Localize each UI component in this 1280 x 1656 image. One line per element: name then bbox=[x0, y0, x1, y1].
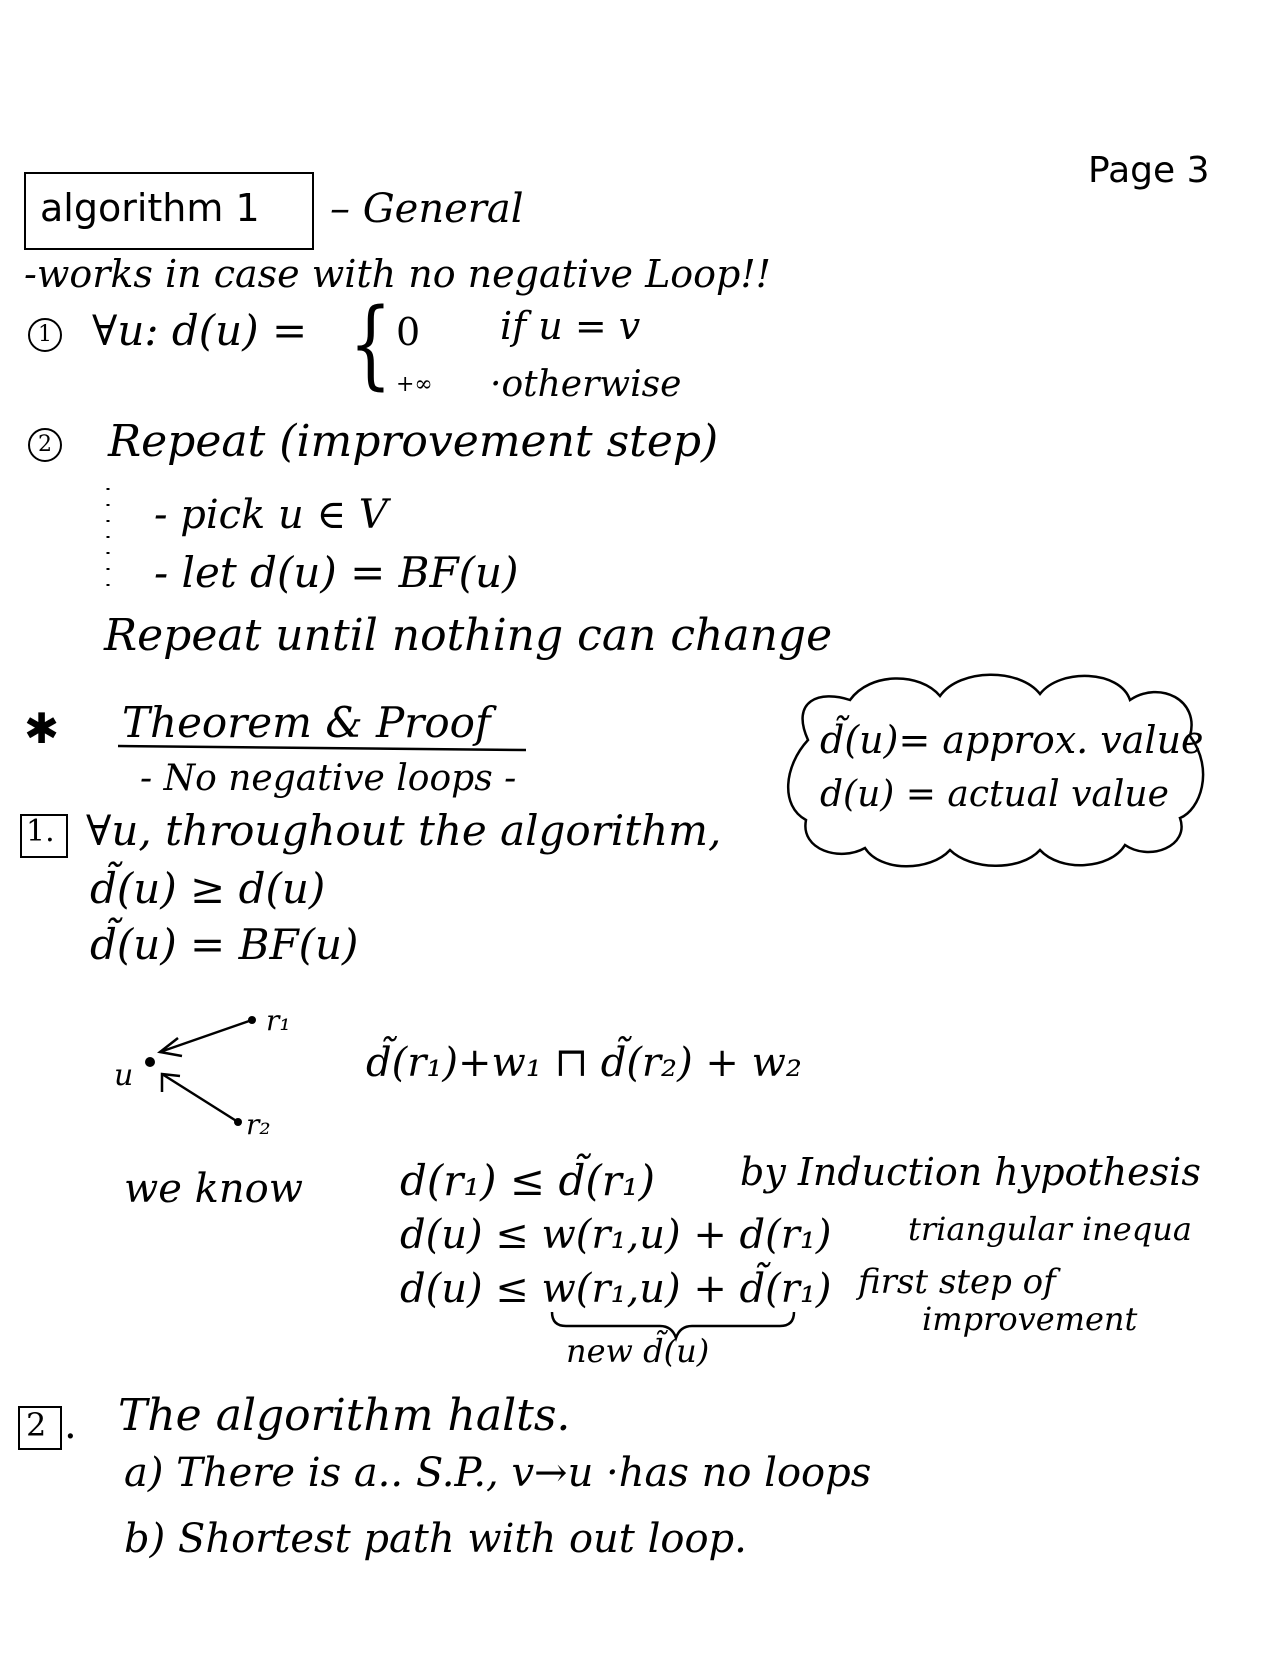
claim2-dot: . bbox=[64, 1402, 77, 1448]
step2-number: 2 bbox=[28, 428, 62, 462]
step2-pick: - pick u ∈ V bbox=[154, 492, 388, 538]
theorem-underline bbox=[118, 746, 526, 750]
step1-lhs: ∀u: d(u) = bbox=[92, 306, 308, 355]
claim2-number: 2 bbox=[26, 1406, 47, 1444]
page-number: Page 3 bbox=[1088, 150, 1210, 191]
case-otherwise-condition: ·otherwise bbox=[490, 364, 682, 405]
node-r1-label: r₁ bbox=[266, 1004, 291, 1037]
proof-line3: d(u) ≤ w(r₁,u) + d̃(r₁) bbox=[400, 1266, 832, 1312]
case-zero-value: 0 bbox=[396, 310, 421, 354]
claim1-number: 1. bbox=[26, 814, 55, 849]
proof-we-know: we know bbox=[124, 1166, 303, 1212]
proof-line2-reason: triangular inequa bbox=[908, 1210, 1192, 1248]
brace-label: new d̃(u) bbox=[566, 1332, 710, 1370]
edge-r2-u bbox=[162, 1074, 238, 1122]
proof-line3-reason-b: improvement bbox=[922, 1300, 1138, 1338]
proof-line2: d(u) ≤ w(r₁,u) + d(r₁) bbox=[400, 1212, 832, 1258]
cloud-approx-line: d̃(u)= approx. value bbox=[820, 718, 1204, 762]
case-zero-condition: if u = v bbox=[500, 304, 641, 348]
claim1-inequality: d̃(u) ≥ d(u) bbox=[90, 864, 326, 913]
step2-until: Repeat until nothing can change bbox=[104, 610, 833, 661]
works-line: -works in case with no negative Loop!! bbox=[24, 252, 771, 296]
edge-r1-u bbox=[160, 1020, 252, 1052]
proof-line1: d(r₁) ≤ d̃(r₁) bbox=[400, 1156, 656, 1205]
theorem-subheading: - No negative loops - bbox=[140, 758, 517, 799]
new-du-underbrace bbox=[552, 1312, 794, 1338]
halts-line: The algorithm halts. bbox=[118, 1390, 571, 1441]
node-r2-label: r₂ bbox=[246, 1108, 271, 1141]
algorithm-title: algorithm 1 bbox=[40, 186, 260, 230]
proof-line3-reason-a: first step of bbox=[858, 1262, 1056, 1302]
claim1-equality: d̃(u) = BF(u) bbox=[90, 920, 359, 969]
proof-line1-reason: by Induction hypothesis bbox=[740, 1150, 1201, 1194]
step1-number: 1 bbox=[28, 318, 62, 352]
halts-b: b) Shortest path with out loop. bbox=[124, 1516, 747, 1562]
cloud-actual-line: d(u) = actual value bbox=[820, 774, 1169, 815]
cloud-outline bbox=[788, 675, 1203, 867]
step2-let: - let d(u) = BF(u) bbox=[154, 548, 519, 597]
diagram-expression: d̃(r₁)+w₁ ⊓ d̃(r₂) + w₂ bbox=[366, 1040, 802, 1086]
theorem-heading: Theorem & Proof bbox=[122, 698, 491, 747]
halts-a: a) There is a.. S.P., v→u ·has no loops bbox=[124, 1450, 872, 1496]
algorithm-general: – General bbox=[330, 186, 524, 232]
node-u-label: u bbox=[114, 1058, 134, 1093]
brace-symbol: { bbox=[349, 288, 392, 400]
step2-title: Repeat (improvement step) bbox=[108, 416, 719, 467]
claim1-statement: ∀u, throughout the algorithm, bbox=[86, 806, 722, 855]
case-infinity-value: +∞ bbox=[396, 372, 433, 397]
node-u bbox=[145, 1057, 155, 1067]
theorem-star: ✱ bbox=[24, 704, 60, 753]
